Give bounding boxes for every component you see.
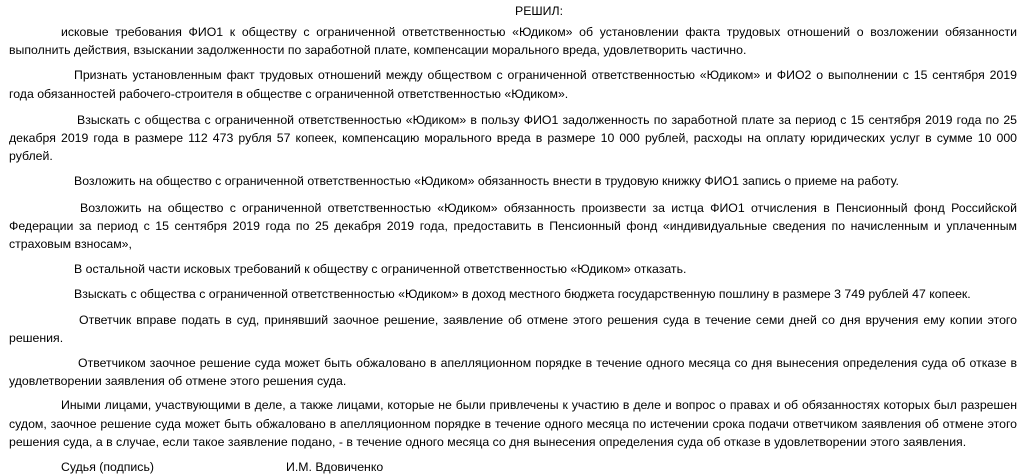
court-decision-document: [9, 0, 1017, 475]
paragraph-cancel-application: Ответчик вправе подать в суд, принявший заочное решение, заявление об отмене этого решения суда в течение семи дней со дня вручения ему копии этого решения.: [9, 312, 1017, 345]
paragraph-rest-denied: В остальной части исковых требований к обществу с ограниченной ответственностью «Юдиком» отказать.: [74, 262, 687, 277]
paragraph-other-persons-appeal: Иными лицами, участвующими в деле, а также лицами, которые не были привлечены к участию в деле и вопрос о правах и об обязанностях которых был разрешен судом, заочное решение суда может быть обжаловано в апелляционном порядке в течение одного месяца по истечении срока подачи ответчиком заявления об отмене этого решения суда, а в случае, если такое заявление подано, - в течение одного месяца со дня вынесения определения суда об отказе в удовлетворении этого заявления.: [9, 398, 1017, 449]
paragraph-recovery: Взыскать с общества с ограниченной ответственностью «Юдиком» в пользу ФИО1 задолженность по заработной плате за период с 15 сентября 2019 года по 25 декабря 2019 года в размере 112 473 рубля 57 копеек, компенсацию морального вреда в размере 10 000 рублей, расходы на оплату юридических услуг в сумме 10 000 рублей.: [9, 112, 1017, 164]
paragraph-defendant-appeal: Ответчиком заочное решение суда может быть обжаловано в апелляционном порядке в течение одного месяца со дня вынесения определения суда об отказе в удовлетворении заявления об отмене этого решения суда.: [9, 356, 1017, 389]
judge-label: Судья (подпись): [61, 460, 154, 475]
paragraph-state-duty: Взыскать с общества с ограниченной ответственностью «Юдиком» в доход местного бюджета государственную пошлину в размере 3 749 рублей 47 копеек.: [74, 287, 971, 302]
judge-name: И.М. Вдовиченко: [286, 460, 384, 475]
paragraph-employment-fact: Признать установленным факт трудовых отношений между обществом с ограниченной ответственностью «Юдиком» и ФИО2 о выполнении с 15 сентября 2019 года обязанностей рабочего-строителя в обществе с ограниченной ответственностью «Юдиком».: [9, 68, 1017, 101]
paragraph-pension-fund: Возложить на общество с ограниченной ответственностью «Юдиком» обязанность произвести за истца ФИО1 отчисления в Пенсионный фонд Российской Федерации за период с 15 сентября 2019 года по 25 декабря 2019 года, предоставить в Пенсионный фонд «индивидуальные сведения по начисленным и уплаченным страховым взносам»,: [9, 200, 1017, 252]
paragraph-claims-granted: исковые требования ФИО1 к обществу с ограниченной ответственностью «Юдиком» об установлении факта трудовых отношений о возложении обязанности выполнить действия, взыскании задолженности по заработной плате, компенсации морального вреда, удовлетворить частично.: [9, 25, 1017, 58]
decision-heading: РЕШИЛ:: [515, 4, 563, 18]
paragraph-workbook-entry: Возложить на общество с ограниченной ответственностью «Юдиком» обязанность внести в трудовую книжку ФИО1 запись о приеме на работу.: [74, 174, 899, 189]
signature-block: [9, 460, 1017, 475]
